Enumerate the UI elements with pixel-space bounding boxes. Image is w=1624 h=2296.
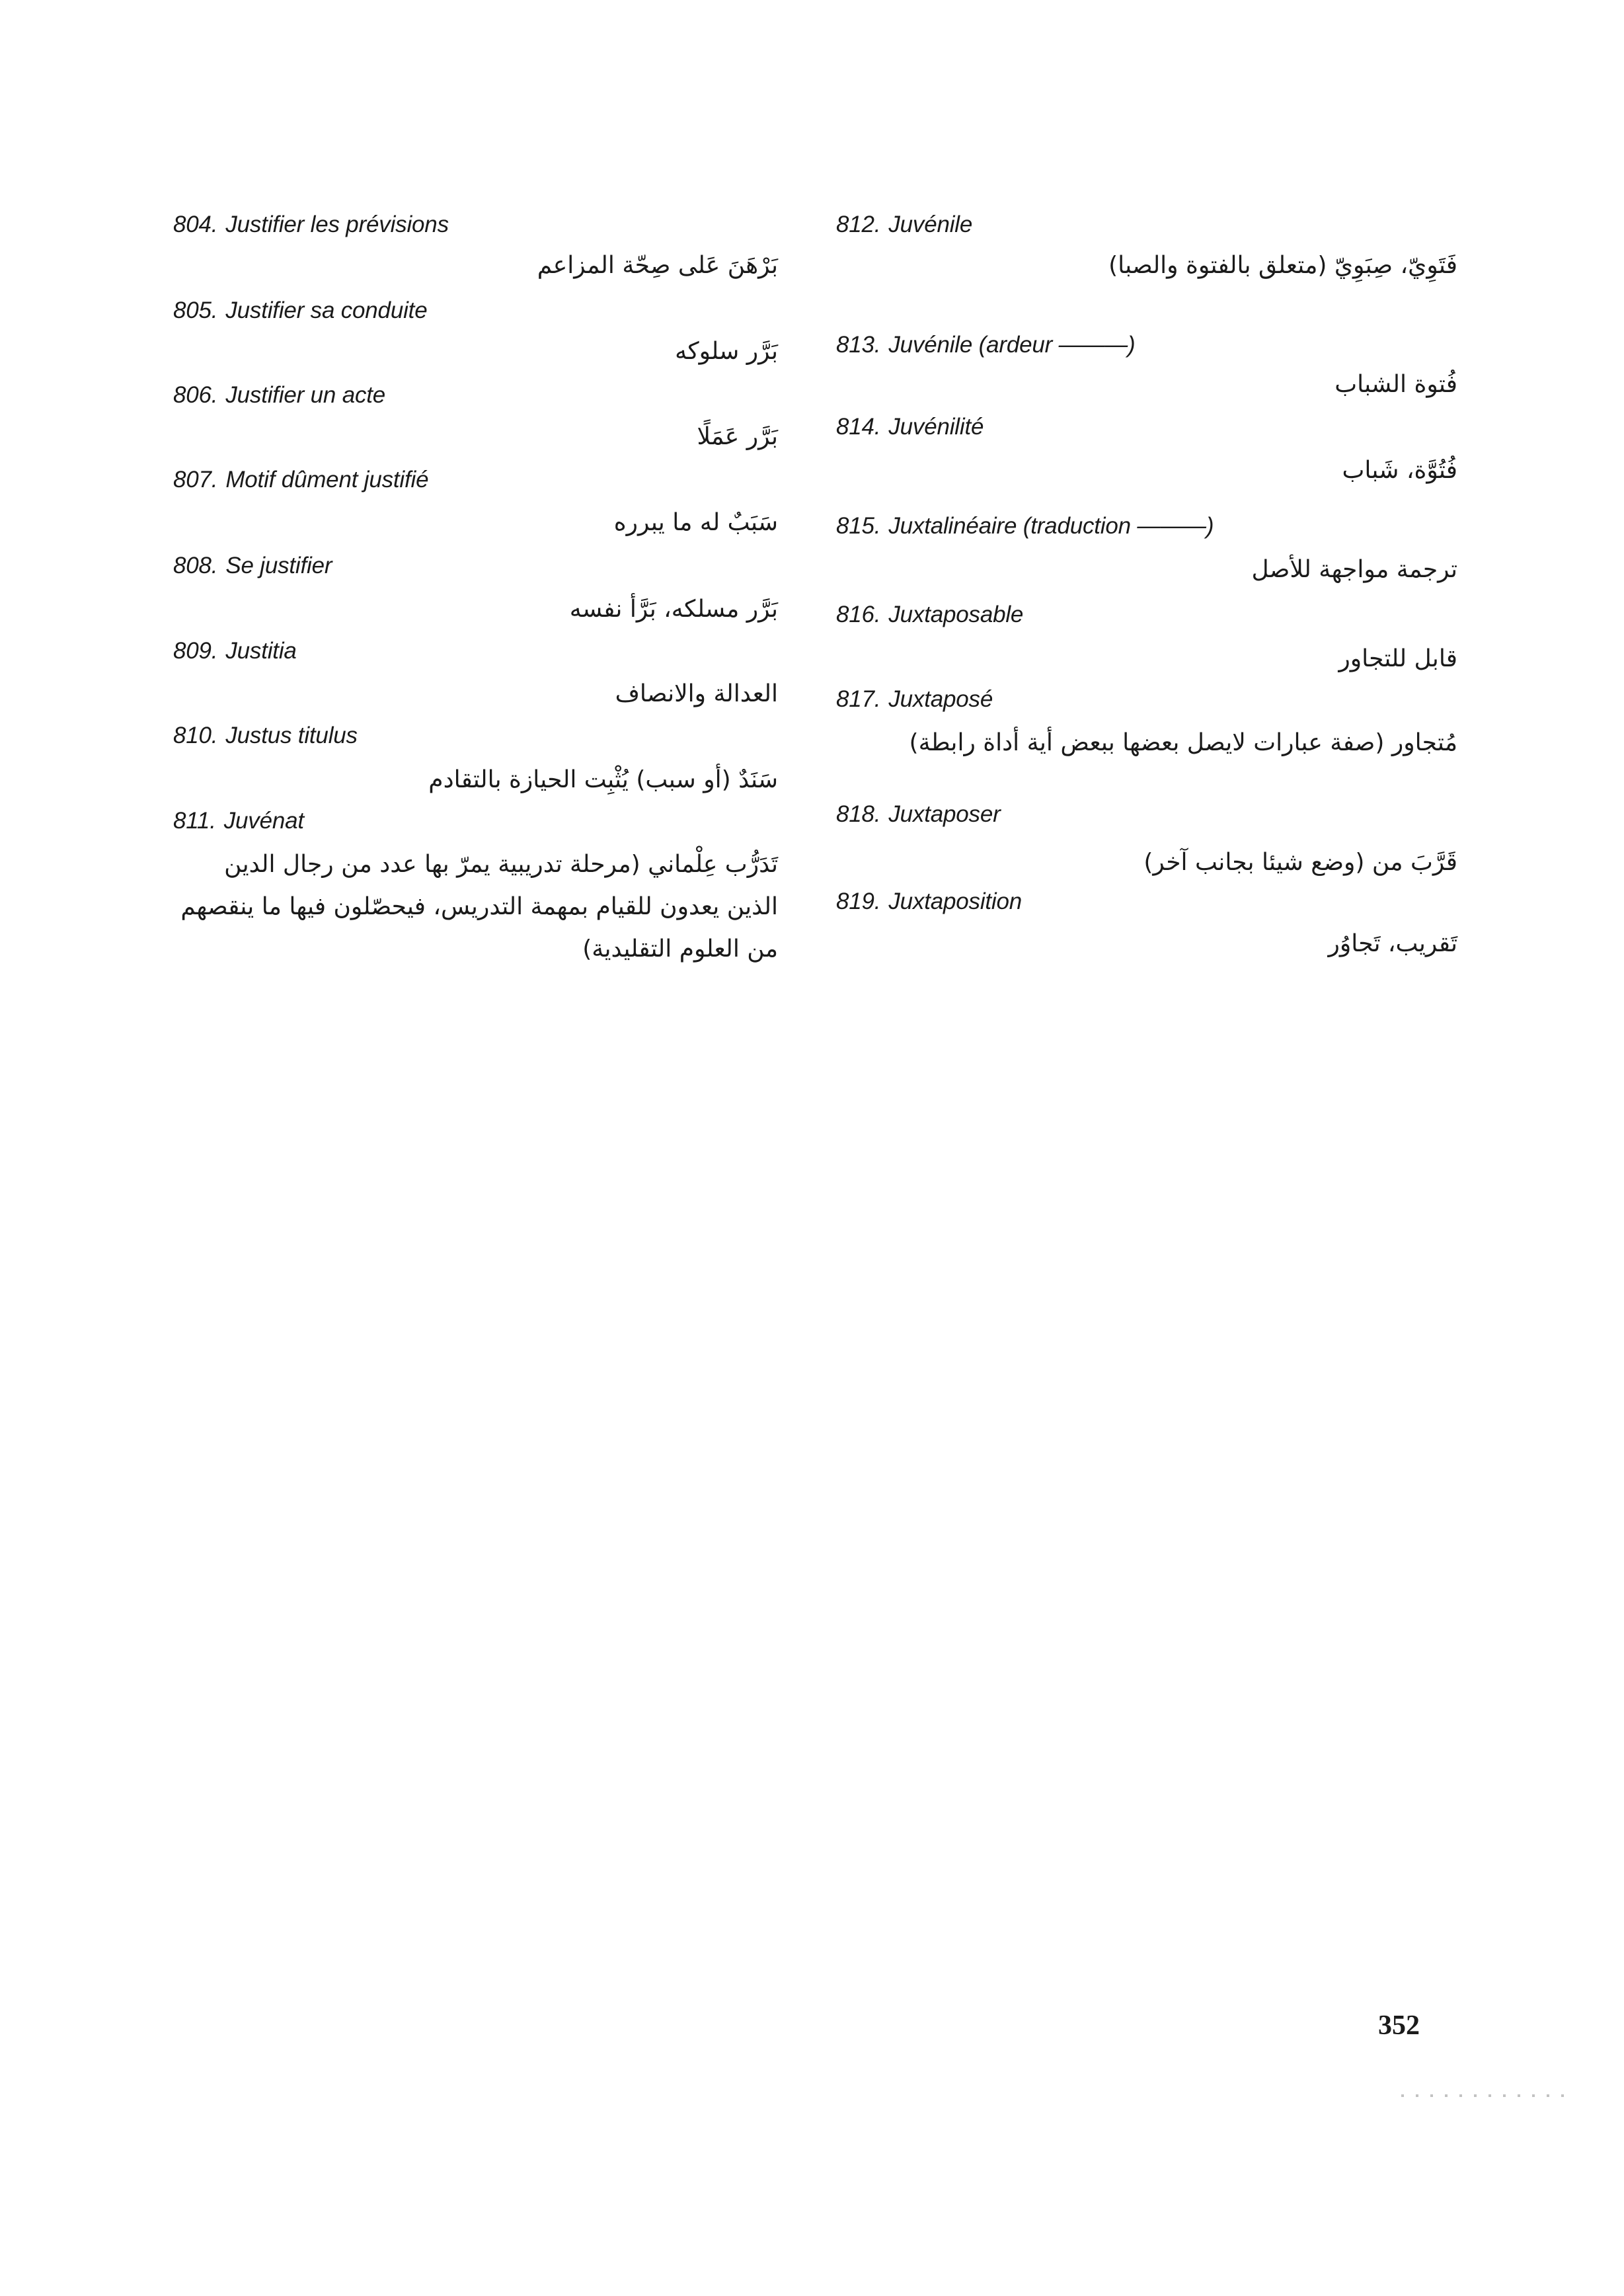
- entry-arabic-translation: تَقريب، تَجاوُر: [1328, 930, 1457, 957]
- entry-term: [836, 512, 1214, 541]
- entry-number: 807.: [173, 467, 218, 493]
- entry-label: Juvénilité: [888, 414, 984, 440]
- entry-label: Juxtaposer: [888, 801, 1001, 827]
- entry-label: Juvénile (ardeur ———): [888, 332, 1136, 358]
- entry-number: 811.: [173, 808, 216, 834]
- entry-term: [836, 331, 1135, 360]
- entry-arabic-translation: فُتوة الشباب: [1334, 371, 1457, 398]
- entry-number: 815.: [836, 513, 881, 539]
- entry-number: 812.: [836, 212, 881, 237]
- entry-term: [836, 413, 984, 442]
- entry-arabic-translation: فَتَوِيّ، صِبَوِيّ (متعلق بالفتوة والصبا): [1108, 252, 1457, 279]
- entry-number: 806.: [173, 382, 218, 408]
- entry-number: 804.: [173, 212, 218, 237]
- entry-term: [836, 887, 1022, 916]
- entry-arabic-translation: بَرَّر عَمَلًا: [697, 423, 778, 450]
- entry-arabic-translation: قابل للتجاور: [1338, 645, 1457, 672]
- entry-number: 813.: [836, 332, 881, 358]
- entry-arabic-translation: سَبَبٌ له ما يبرره: [613, 509, 778, 536]
- entry-label: Motif dûment justifié: [225, 467, 429, 493]
- entry-label: Justifier les prévisions: [225, 212, 449, 237]
- entry-label: Juxtalinéaire (traduction ———): [888, 513, 1214, 539]
- entry-number: 819.: [836, 889, 881, 914]
- entry-number: 808.: [173, 553, 218, 578]
- entry-label: Justitia: [225, 638, 297, 664]
- entry-term: [836, 600, 1023, 629]
- entry-number: 810.: [173, 723, 218, 748]
- entry-label: Justifier sa conduite: [225, 297, 428, 323]
- entry-arabic-translation: مُتجاور (صفة عبارات لايصل بعضها ببعض أية أداة رابطة): [909, 729, 1457, 756]
- entry-arabic-translation: بَرَّر سلوكه: [675, 338, 778, 365]
- entry-arabic-translation: قَرَّبَ من (وضع شيئا بجانب آخر): [1143, 849, 1457, 876]
- entry-term: [173, 637, 297, 666]
- entry-number: 809.: [173, 638, 218, 664]
- entry-arabic-translation: ترجمة مواجهة للأصل: [1251, 556, 1457, 583]
- page-number: 352: [1378, 2010, 1420, 2041]
- entry-term: [173, 465, 428, 495]
- entry-label: Justifier un acte: [225, 382, 386, 408]
- entry-term: [173, 807, 304, 836]
- entry-label: Juxtaposé: [888, 686, 993, 712]
- entry-term: [173, 721, 358, 750]
- entry-arabic-translation: بَرْهَنَ عَلى صِحّة المزاعم: [537, 252, 778, 279]
- entry-label: Juvénile: [888, 212, 973, 237]
- entry-number: 818.: [836, 801, 881, 827]
- entry-number: 817.: [836, 686, 881, 712]
- entry-arabic-translation: فُتُوَّة، شَباب: [1342, 457, 1457, 484]
- entry-term: [173, 210, 449, 239]
- entry-arabic-translation: سَنَدٌ (أو سبب) يُثْبِت الحيازة بالتقادم: [428, 766, 778, 793]
- entry-label: Justus titulus: [225, 723, 358, 748]
- entry-term: [836, 210, 972, 239]
- entry-label: Juxtaposition: [888, 889, 1023, 914]
- entry-arabic-translation: العدالة والانصاف: [615, 680, 778, 707]
- entry-term: [836, 800, 1001, 829]
- entry-term: [173, 551, 332, 580]
- entry-term: [173, 381, 385, 410]
- entry-term: [836, 685, 993, 714]
- entry-number: 814.: [836, 414, 881, 440]
- scan-specks: [1401, 2094, 1566, 2097]
- entry-label: Se justifier: [225, 553, 332, 578]
- entry-label: Juxtaposable: [888, 602, 1024, 627]
- entry-arabic-translation: بَرَّر مسلكه، بَرَّأ نفسه: [569, 596, 778, 623]
- entry-arabic-translation: تَدَرُّب عِلْماني (مرحلة تدريبية يمرّ بها عدد من رجال الدين الذين يعدون للقيام بمهمة التدريس، فيحصّلون فيها ما ينقصهم من العلوم التقليدية): [180, 851, 778, 963]
- entry-number: 816.: [836, 602, 881, 627]
- entry-term: [173, 296, 427, 325]
- entry-label: Juvénat: [223, 808, 304, 834]
- entry-number: 805.: [173, 297, 218, 323]
